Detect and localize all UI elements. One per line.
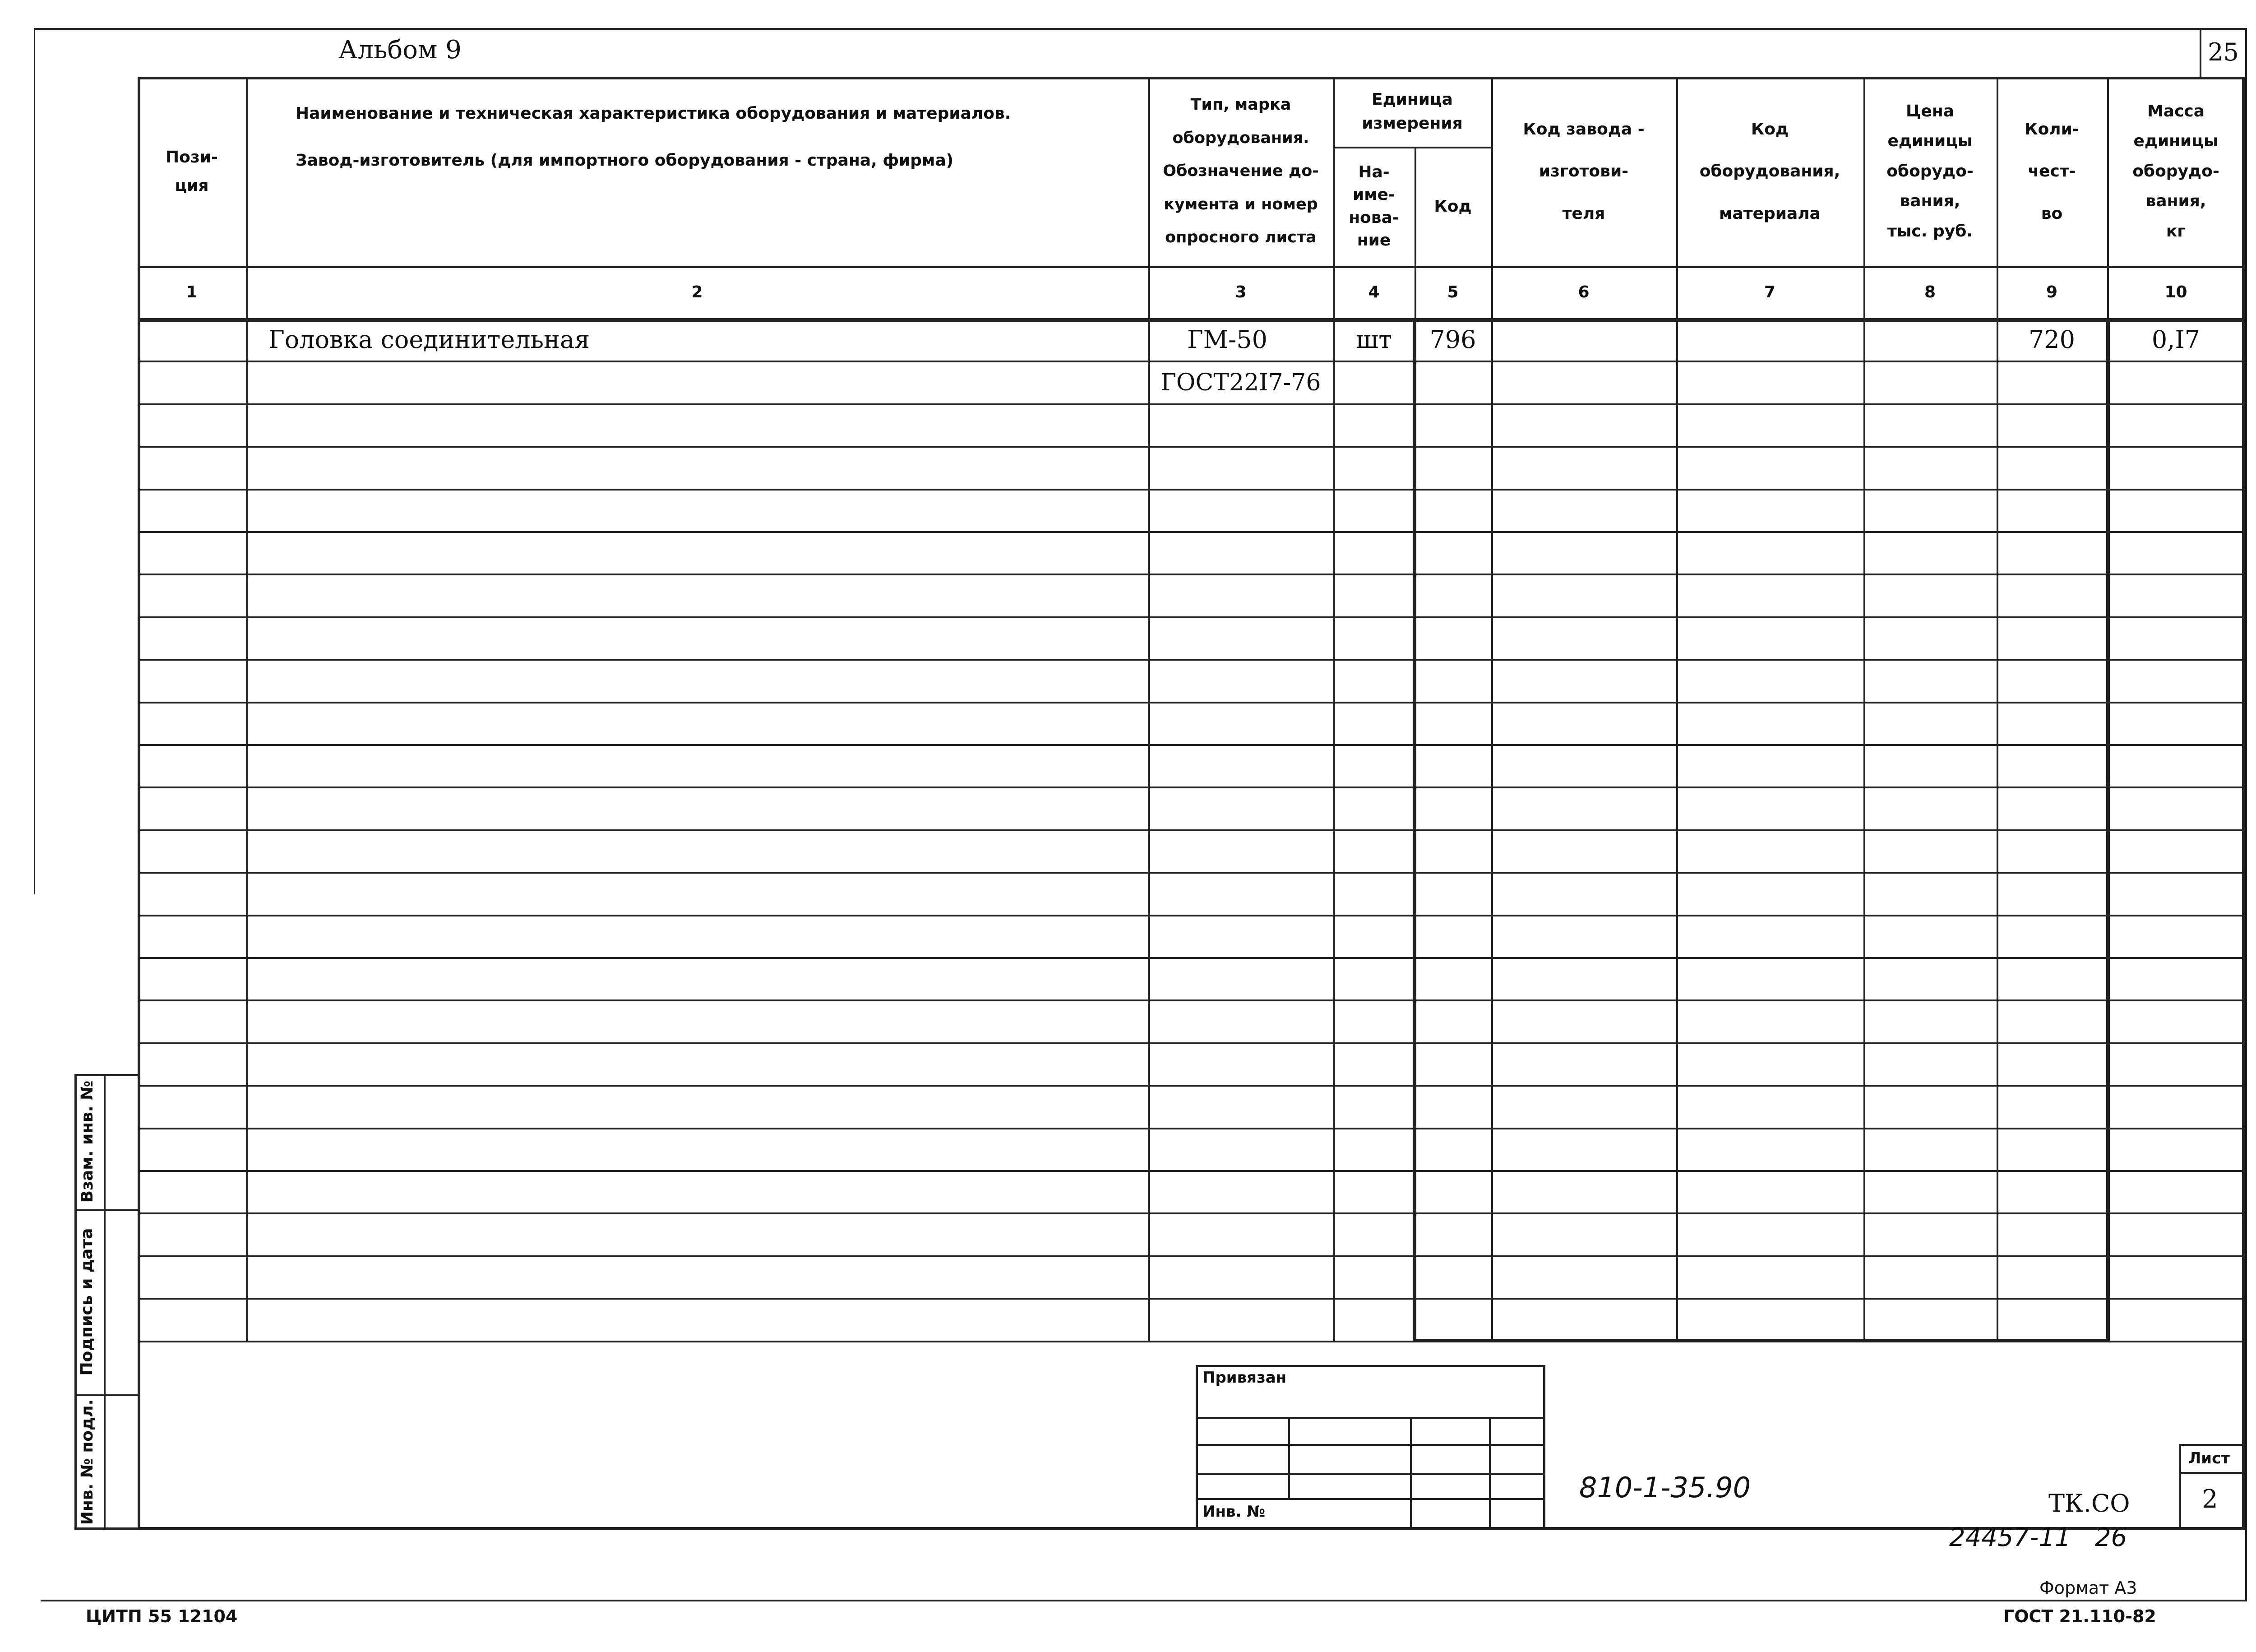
privyazan-col — [1410, 1417, 1412, 1530]
col-5-number: 5 — [1447, 283, 1459, 301]
row-factory-code — [1491, 361, 1676, 404]
row-line — [138, 744, 2245, 746]
col-10-header: Масса единицы оборудо- вания, кг — [2132, 102, 2219, 241]
row-price — [1863, 318, 1997, 361]
col-9-header: Коли- чест- во — [2025, 120, 2079, 223]
rows-bottom-line — [138, 1341, 2245, 1342]
col-7-header: Код оборудования, материала — [1699, 120, 1840, 223]
col-4-header: На- име- нова- ние — [1349, 162, 1399, 250]
col-6-header: Код завода - изготови- теля — [1523, 120, 1645, 223]
side-stamp-inv-podl: Инв. № подл. — [78, 1399, 97, 1525]
row-position — [138, 318, 246, 361]
row-factory-code — [1491, 318, 1676, 361]
frame-top-line — [34, 28, 2247, 30]
side-stamp-podpis: Подпись и дата — [78, 1228, 96, 1376]
row-type: ГОСТ22I7-76 — [1160, 369, 1321, 396]
page-number: 25 — [2208, 38, 2239, 66]
row-unit-code — [1415, 361, 1491, 404]
col-5-header: Код — [1434, 197, 1472, 216]
side-stamp-divider — [104, 1074, 106, 1530]
col-2-header: Наименование и техническая характеристика оборудования и материалов. Завод-изготовитель (для импортного оборудования - страна, фирма) — [296, 104, 1011, 170]
row-unit-code: 796 — [1429, 325, 1476, 354]
row-equipment-code — [1676, 361, 1863, 404]
col-8-number: 8 — [1924, 283, 1936, 301]
col-7-number: 7 — [1764, 283, 1776, 301]
document-code: ТК.СО — [2048, 1489, 2130, 1518]
col-3-number: 3 — [1235, 283, 1247, 301]
side-stamp-vzam: Взам. инв. № — [78, 1080, 97, 1203]
row-line — [138, 489, 2245, 491]
handwritten-number: 24457-11 26 — [1949, 1523, 2127, 1552]
col-6-number: 6 — [1578, 283, 1590, 301]
frame-right-line — [2245, 28, 2247, 1601]
row-line — [138, 616, 2245, 618]
col-2-number: 2 — [691, 283, 703, 301]
unit-group-header: Единица измерения — [1362, 90, 1463, 133]
privyazan-col — [1288, 1417, 1290, 1498]
row-line — [138, 531, 2245, 533]
row-mass: 0,I7 — [2151, 325, 2201, 354]
row-position — [138, 361, 246, 404]
row-line — [138, 915, 2245, 916]
row-quantity: 720 — [2028, 325, 2076, 354]
album-label: Альбом 9 — [338, 35, 462, 65]
row-line — [138, 829, 2245, 831]
privyazan-line — [1196, 1473, 1545, 1475]
privyazan-col — [1489, 1417, 1491, 1530]
col-3-header: Тип, марка оборудования. Обозначение до- кумента и номер опросного листа — [1163, 96, 1319, 247]
row-price — [1863, 361, 1997, 404]
col-1-number: 1 — [186, 283, 198, 301]
row-line — [138, 957, 2245, 959]
row-type: ГМ-50 — [1187, 325, 1267, 354]
privyazan-line — [1196, 1417, 1545, 1419]
row-equipment-code — [1676, 318, 1863, 361]
frame-bottom-line — [41, 1600, 2247, 1601]
row-mass — [2107, 361, 2245, 404]
col-1-header: Пози- ция — [166, 148, 218, 195]
row-line — [138, 1255, 2245, 1257]
row-line — [138, 1128, 2245, 1129]
row-line — [138, 574, 2245, 575]
footer-gost: ГОСТ 21.110-82 — [2003, 1606, 2156, 1626]
row-line — [138, 787, 2245, 788]
col-9-number: 9 — [2046, 283, 2058, 301]
row-line — [138, 702, 2245, 703]
side-stamp-line — [74, 1209, 140, 1211]
row-line — [138, 1170, 2245, 1172]
sheet-number: 2 — [2202, 1485, 2218, 1514]
page-number-box — [2200, 28, 2247, 79]
sheet-box-line — [2179, 1472, 2247, 1474]
frame-left-line — [34, 28, 35, 894]
row-unit — [1333, 361, 1415, 404]
privyazan-label: Привязан — [1202, 1369, 1287, 1387]
row-line — [138, 1085, 2245, 1087]
row-line — [138, 1212, 2245, 1214]
row-quantity — [1997, 361, 2107, 404]
col-8-header: Цена единицы оборудо- вания, тыс. руб. — [1886, 102, 1974, 241]
inv-no-label: Инв. № — [1202, 1503, 1266, 1521]
col-10-number: 10 — [2164, 283, 2187, 301]
col-4-number: 4 — [1368, 283, 1380, 301]
row-line — [138, 1298, 2245, 1300]
footer-format: Формат А3 — [2039, 1578, 2137, 1598]
sheet-label: Лист — [2188, 1449, 2230, 1467]
footer-left: ЦИТП 55 12104 — [86, 1606, 238, 1626]
row-line — [138, 446, 2245, 448]
row-line — [138, 659, 2245, 661]
row-line — [138, 872, 2245, 874]
privyazan-line — [1196, 1444, 1545, 1446]
document-designation: 810-1-35.90 — [1579, 1471, 1751, 1504]
privyazan-line — [1196, 1498, 1545, 1500]
row-line — [138, 1000, 2245, 1001]
row-unit: шт — [1355, 325, 1392, 354]
row-line — [138, 1042, 2245, 1044]
row-name: Головка соединительная — [268, 325, 590, 354]
